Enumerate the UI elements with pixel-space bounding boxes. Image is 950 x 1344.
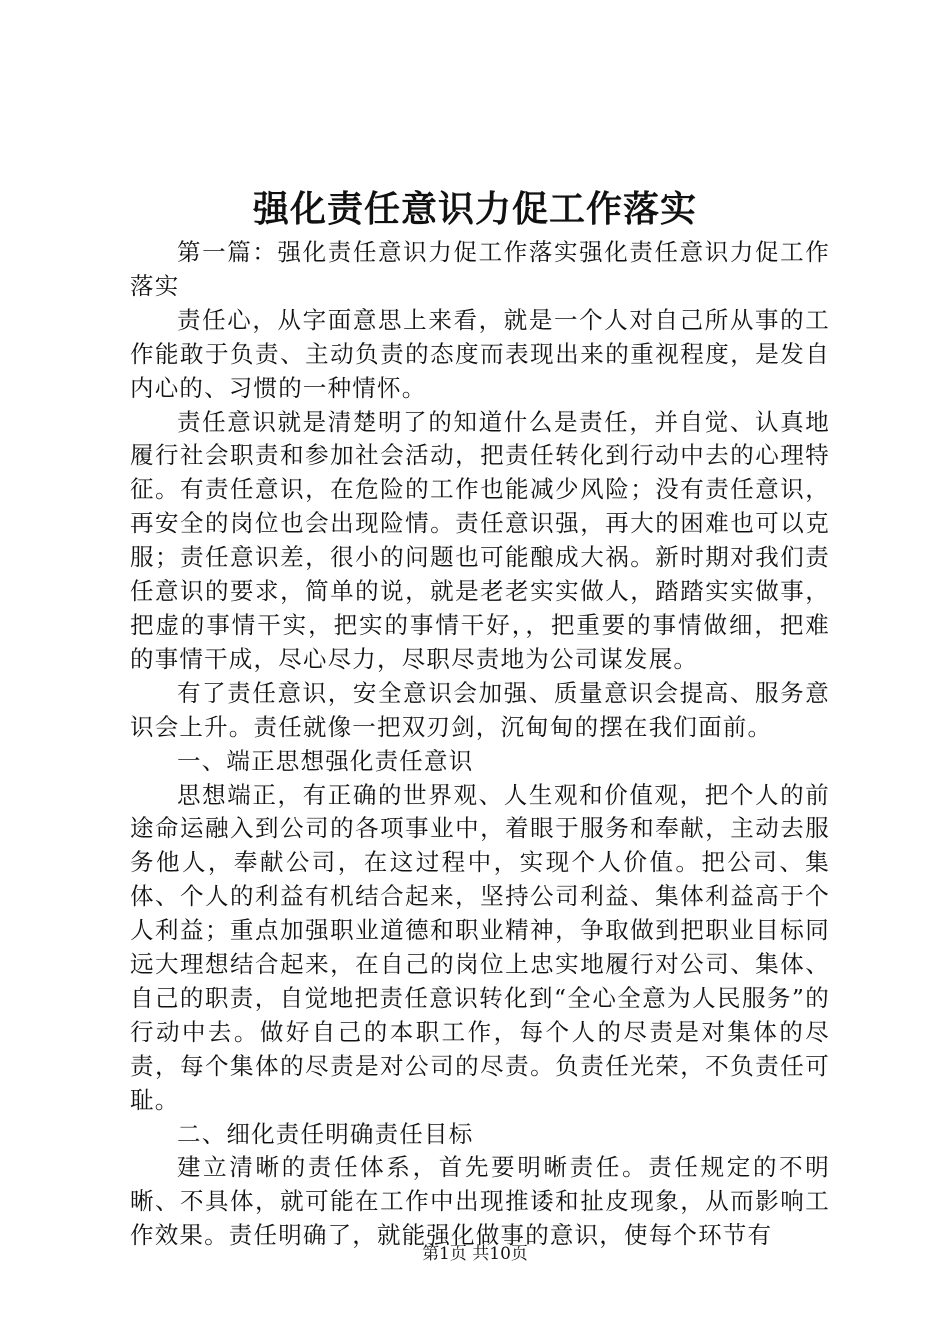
section-heading: 二、细化责任明确责任目标 — [177, 1119, 474, 1148]
paragraph: 建立清晰的责任体系，首先要明晰责任。责任规定的不明晰、不具体，就可能在工作中出现推诿和扯皮现象，从而影响工作效果。责任明确了，就能强化做事的意识，使每个环节有 — [130, 1153, 830, 1250]
section-heading: 一、端正思想强化责任意识 — [177, 746, 474, 775]
paragraph: 有了责任意识，安全意识会加强、质量意识会提高、服务意识会上升。责任就像一把双刃剑，沉甸甸的摆在我们面前。 — [130, 678, 830, 741]
page-footer: 第1页 共10页 — [422, 1244, 528, 1264]
document-title: 强化责任意识力促工作落实 — [252, 188, 697, 230]
paragraph: 思想端正，有正确的世界观、人生观和价值观，把个人的前途命运融入到公司的各项事业中，着眼于服务和奉献，主动去服务他人，奉献公司，在这过程中，实现个人价值。把公司、集体、个人的利益有机结合起来，坚持公司利益、集体利益高于个人利益；重点加强职业道德和职业精神，争取做到把职业目标同远大理想结合起来，在自己的岗位上忠实地履行对公司、集体、自己的职责，自觉地把责任意识转化到“全心全意为人民服务”的行动中去。做好自己的本职工作，每个人的尽责是对集体的尽责，每个集体的尽责是对公司的尽责。负责任光荣，不负责任可耻。 — [130, 780, 830, 1114]
paragraph-subtitle: 第一篇：强化责任意识力促工作落实强化责任意识力促工作落实 — [130, 238, 830, 300]
document-body — [130, 236, 830, 1253]
paragraph: 责任心，从字面意思上来看，就是一个人对自己所从事的工作能敢于负责、主动负责的态度而表现出来的重视程度，是发自内心的、习惯的一种情怀。 — [130, 305, 830, 402]
paragraph: 责任意识就是清楚明了的知道什么是责任，并自觉、认真地履行社会职责和参加社会活动，把责任转化到行动中去的心理特征。有责任意识，在危险的工作也能减少风险；没有责任意识，再安全的岗位也会出现险情。责任意识强，再大的困难也可以克服；责任意识差，很小的问题也可能酿成大祸。新时期对我们责任意识的要求，简单的说，就是老老实实做人，踏踏实实做事，把虚的事情干实，把实的事情干好，，把重要的事情做细，把难的事情干成，尽心尽力，尽职尽责地为公司谋发展。 — [130, 407, 830, 673]
